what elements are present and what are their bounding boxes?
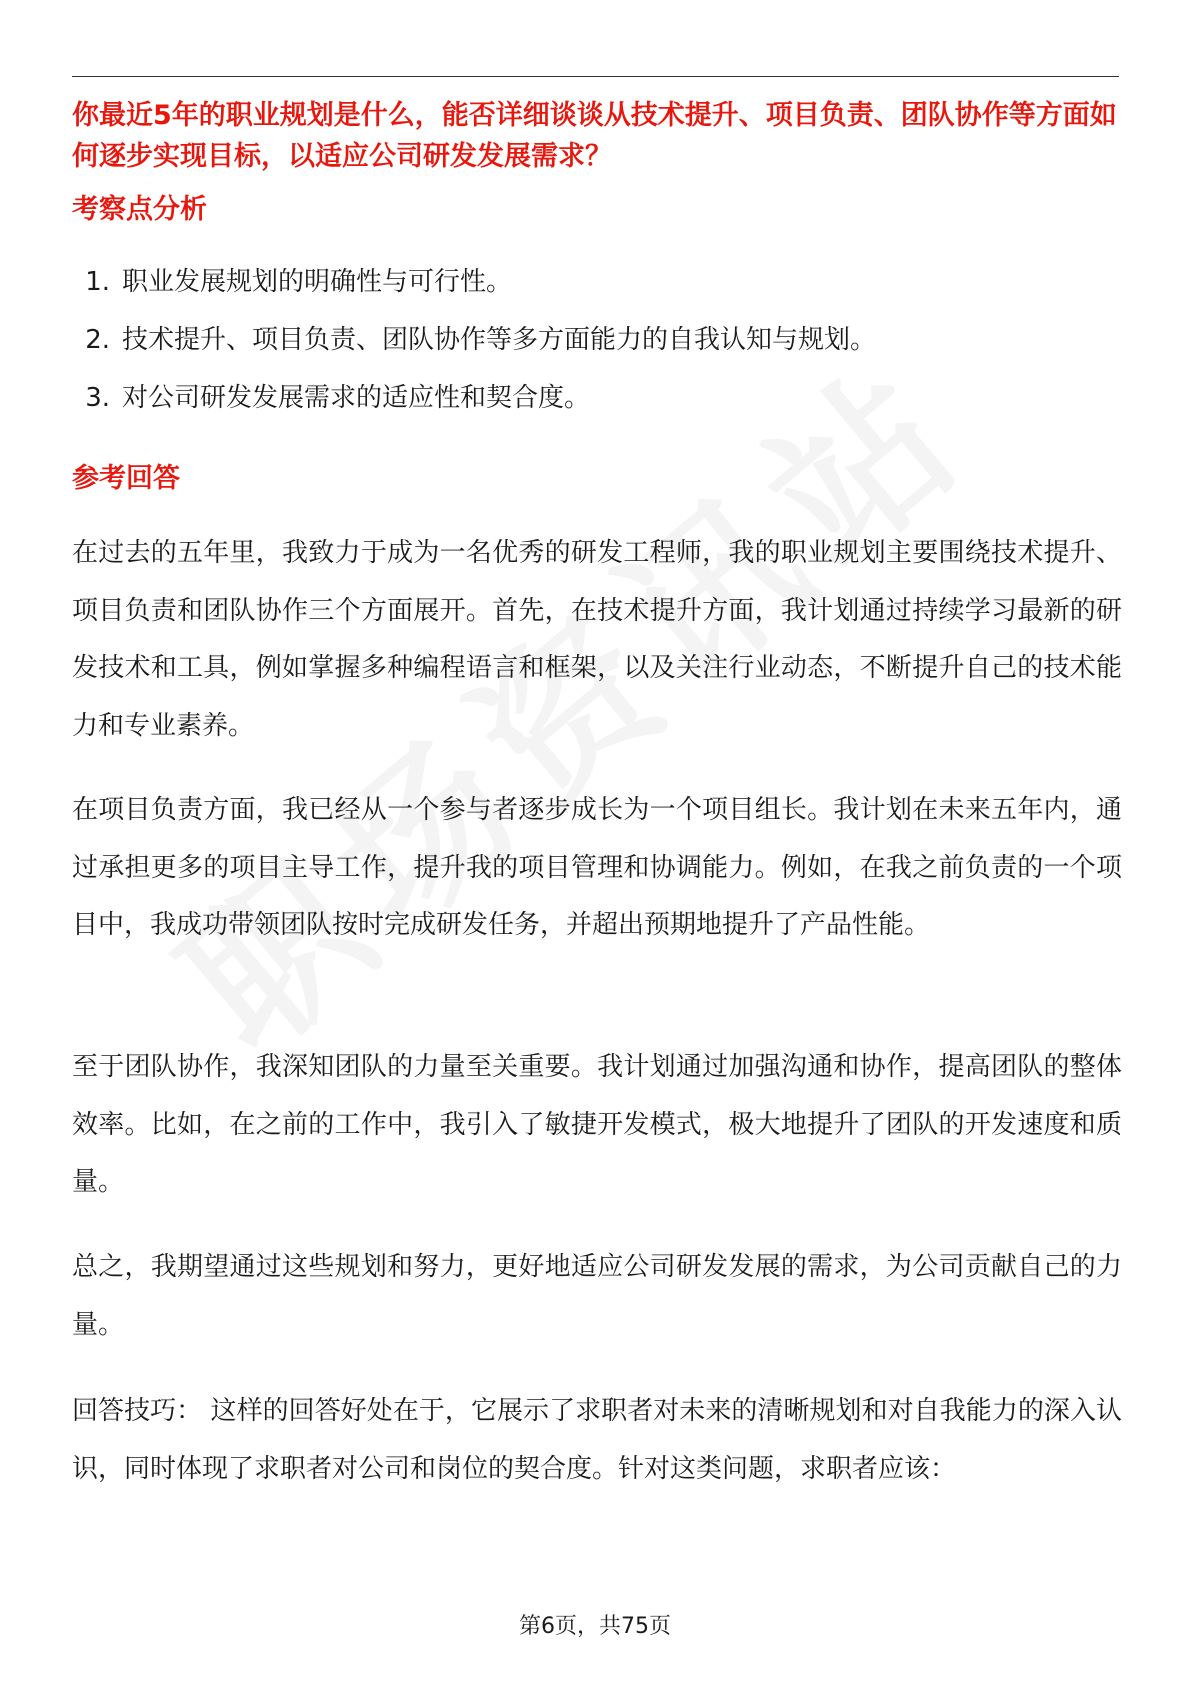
question-title: 你最近5年的职业规划是什么，能否详细谈谈从技术提升、项目负责、团队协作等方面如何逐步实现目标，以适应公司研发发展需求？ xyxy=(72,100,1117,172)
list-item xyxy=(72,320,1122,378)
list-item-text: 职业发展规划的明确性与可行性。 xyxy=(122,267,513,297)
list-item xyxy=(72,378,1122,436)
list-item-number: 3. xyxy=(85,383,110,413)
analysis-heading: 考察点分析 xyxy=(72,194,207,225)
answer-tips-paragraph: 回答技巧： 这样的回答好处在于，它展示了求职者对未来的清晰规划和对自我能力的深入认识，同时体现了求职者对公司和岗位的契合度。针对这类问题，求职者应该： xyxy=(72,1396,1122,1484)
answer-paragraph: 总之，我期望通过这些规划和努力，更好地适应公司研发发展的需求，为公司贡献自己的力量。 xyxy=(72,1252,1122,1340)
answer-heading: 参考回答 xyxy=(72,463,180,494)
answer-paragraph: 在过去的五年里，我致力于成为一名优秀的研发工程师，我的职业规划主要围绕技术提升、项目负责和团队协作三个方面展开。首先，在技术提升方面，我计划通过持续学习最新的研发技术和工具，例如掌握多种编程语言和框架，以及关注行业动态，不断提升自己的技术能力和专业素养。 xyxy=(72,538,1122,741)
answer-paragraph: 在项目负责方面，我已经从一个参与者逐步成长为一个项目组长。我计划在未来五年内，通过承担更多的项目主导工作，提升我的项目管理和协调能力。例如，在我之前负责的一个项目中，我成功带领团队按时完成研发任务，并超出预期地提升了产品性能。 xyxy=(72,795,1122,940)
list-item-number: 1. xyxy=(85,267,110,297)
answer-paragraph: 至于团队协作，我深知团队的力量至关重要。我计划通过加强沟通和协作，提高团队的整体效率。比如，在之前的工作中，我引入了敏捷开发模式，极大地提升了团队的开发速度和质量。 xyxy=(72,1052,1122,1197)
header-rule xyxy=(72,76,1119,77)
list-item xyxy=(72,262,1122,320)
list-item-text: 技术提升、项目负责、团队协作等多方面能力的自我认知与规划。 xyxy=(122,325,877,355)
list-item-text: 对公司研发发展需求的适应性和契合度。 xyxy=(122,383,591,413)
page-number-footer: 第6页，共75页 xyxy=(519,1614,671,1639)
list-item-number: 2. xyxy=(85,325,110,355)
analysis-list xyxy=(72,262,1122,436)
